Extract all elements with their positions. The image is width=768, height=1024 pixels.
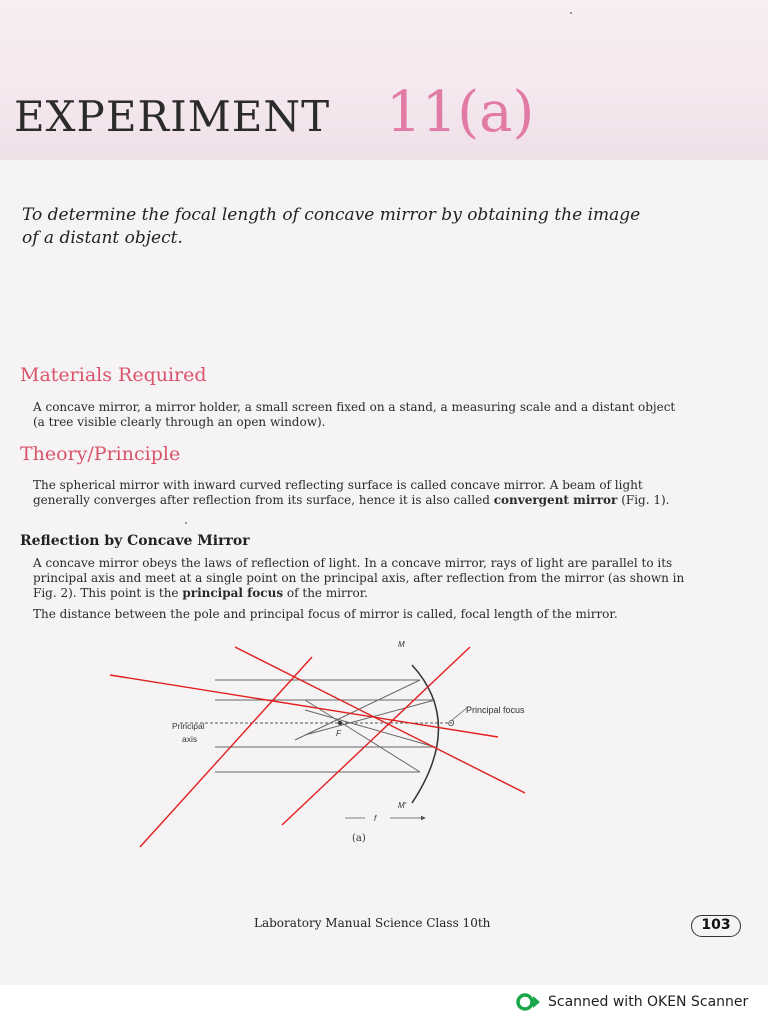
focus-point (338, 721, 342, 725)
theory-text-part1: The spherical mirror with inward curved reflecting surface is called concave mirror. A beam of light generally converges after reflection from its surface, hence it is also called (33, 478, 643, 507)
materials-heading: Materials Required (20, 364, 207, 386)
theory-heading: Theory/Principle (20, 443, 181, 465)
label-m-bottom: M' (398, 801, 407, 810)
convergent-mirror-term: convergent mirror (493, 493, 618, 507)
scanner-watermark-text: Scanned with OKEN Scanner (548, 994, 749, 1010)
red-strike-line-4 (282, 647, 470, 825)
label-principal-axis-2: axis (182, 734, 198, 744)
label-principal-focus: Principal focus (466, 705, 525, 715)
aim-text: To determine the focal length of concave mirror by obtaining the image of a distant object. (22, 205, 641, 248)
focal-length-definition: The distance between the pole and principal focus of mirror is called, focal length of the mirror. (33, 607, 618, 621)
experiment-title: EXPERIMENT (14, 92, 331, 141)
materials-text: A concave mirror, a mirror holder, a small screen fixed on a stand, a measuring scale and a distant object (a tree visible clearly through an open window). (33, 400, 676, 429)
red-strike-line-1 (110, 675, 498, 737)
reflection-text (33, 556, 695, 601)
label-focal-length: f (374, 814, 377, 823)
principal-focus-term: principal focus (182, 586, 284, 600)
experiment-number: 11(a) (386, 80, 535, 145)
scan-speck (185, 522, 187, 524)
concave-mirror-figure (100, 635, 540, 850)
label-principal-axis-1: Principal (172, 721, 205, 731)
theory-text (33, 478, 683, 508)
page-number: 103 (691, 915, 741, 937)
mirror-surface (412, 665, 439, 803)
red-strike-line-2 (235, 647, 525, 793)
oken-scanner-logo-icon (516, 991, 542, 1013)
red-strike-line-3 (140, 657, 312, 847)
label-focus: F (336, 729, 341, 738)
label-m-top: M (398, 640, 405, 649)
theory-text-part2: (Fig. 1). (617, 493, 670, 507)
reflection-text-part1: A concave mirror obeys the laws of reflection of light. In a concave mirror, rays of light are parallel to its principal axis and meet at a single point on the principal axis, after reflection from the mirror (as shown in Fig. 2). This point is the (33, 556, 685, 600)
reflection-text-part2: of the mirror. (283, 586, 368, 600)
reflection-heading: Reflection by Concave Mirror (20, 533, 250, 549)
figure-caption: (a) (352, 833, 366, 844)
scan-speck (570, 12, 572, 14)
reflected-ray-2 (305, 700, 435, 735)
label-pole: O (448, 719, 455, 728)
scanner-watermark (516, 990, 748, 1014)
footer-text: Laboratory Manual Science Class 10th (254, 916, 491, 930)
